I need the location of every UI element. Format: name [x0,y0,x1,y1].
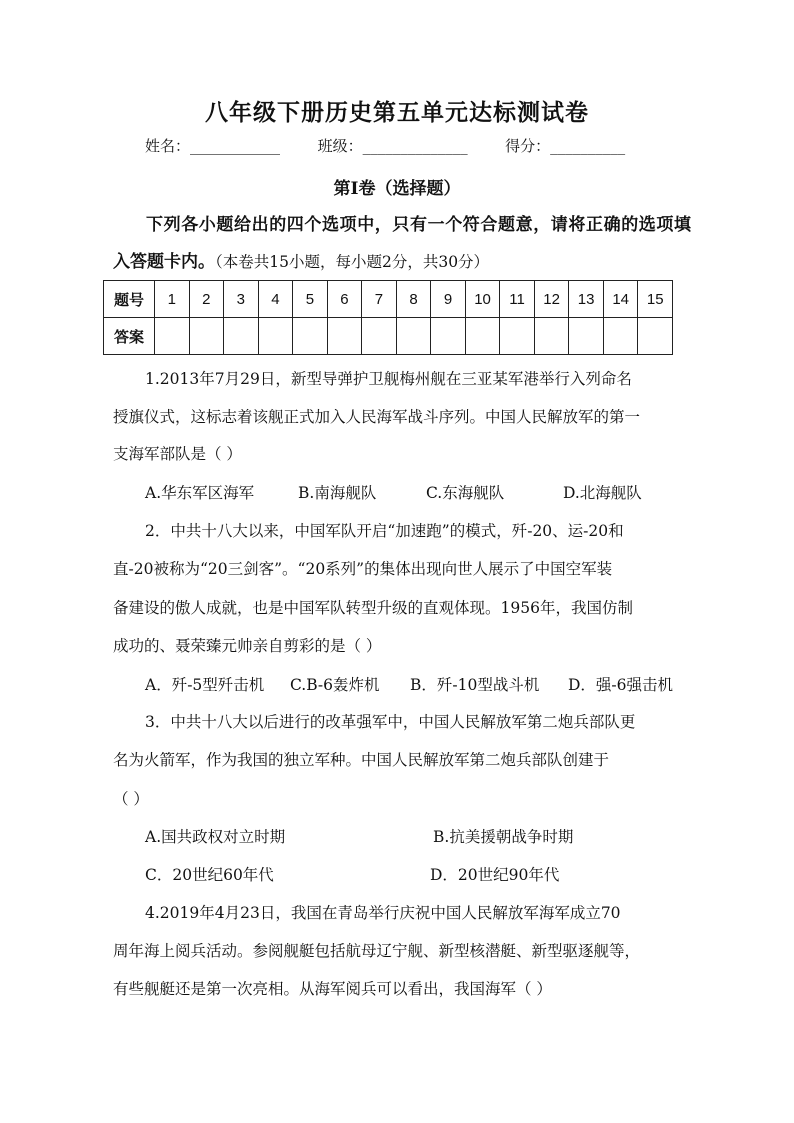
answer-row [104,318,673,355]
q3-option-b[interactable]: B.抗美援朝战争时期 [433,828,574,846]
q2-option-a[interactable]: A．歼-5型歼击机 [145,676,265,694]
q3-line-1: 3．中共十八大以后进行的改革强军中，中国人民解放军第二炮兵部队更 [145,713,636,731]
q1-line-2: 授旗仪式，这标志着该舰正式加入人民海军战斗序列。中国人民解放军的第一 [113,408,641,426]
question-number-cell: 11 [500,281,535,318]
q2-option-d[interactable]: D．强-6强击机 [568,676,674,694]
question-number-cell: 13 [569,281,604,318]
q2-option-c[interactable]: B．歼-10型战斗机 [410,676,540,694]
q2-line-4: 成功的、聂荣臻元帅亲自剪彩的是（ ） [113,637,382,655]
instruction-line-2 [113,247,693,272]
q4-line-3: 有些舰艇还是第一次亮相。从海军阅兵可以看出，我国海军（ ） [113,980,552,998]
question-number-cell: 8 [396,281,431,318]
answer-cell[interactable] [362,318,397,355]
question-number-row [104,281,673,318]
question-number-header: 题号 [104,281,155,318]
q1-line-3: 支海军部队是（ ） [113,445,242,463]
answer-cell[interactable] [224,318,259,355]
question-number-cell: 14 [603,281,638,318]
answer-cell[interactable] [465,318,500,355]
q3-line-2: 名为火箭军，作为我国的独立军种。中国人民解放军第二炮兵部队创建于 [113,751,610,769]
q4-line-2: 周年海上阅兵活动。参阅舰艇包括航母辽宁舰、新型核潜艇、新型驱逐舰等， [113,942,641,960]
answer-cell[interactable] [258,318,293,355]
answer-cell[interactable] [534,318,569,355]
answer-cell[interactable] [569,318,604,355]
instruction-line-1: 下列各小题给出的四个选项中，只有一个符合题意，请将正确的选项填 [146,215,692,235]
question-number-cell: 6 [327,281,362,318]
q1-option-c[interactable]: C.东海舰队 [426,484,505,502]
q2-option-b[interactable]: C.B-6轰炸机 [290,676,380,694]
name-field[interactable]: 姓名：____________ [145,137,281,155]
q1-line-1: 1.2013年7月29日，新型导弹护卫舰梅州舰在三亚某军港举行入列命名 [145,370,632,388]
answer-cell[interactable] [155,318,190,355]
answer-cell[interactable] [431,318,466,355]
answer-cell[interactable] [500,318,535,355]
answer-grid [103,280,673,355]
section-title: 第Ⅰ卷（选择题） [333,179,461,199]
question-number-cell: 10 [465,281,500,318]
score-field[interactable]: 得分：__________ [505,137,626,155]
answer-cell[interactable] [603,318,638,355]
question-number-cell: 12 [534,281,569,318]
answer-cell[interactable] [327,318,362,355]
question-number-cell: 7 [362,281,397,318]
instruction-bold: 入答题卡内。 [113,252,215,272]
question-number-cell: 4 [258,281,293,318]
q3-option-d[interactable]: D．20世纪90年代 [430,866,560,884]
question-number-cell: 3 [224,281,259,318]
answer-cell[interactable] [396,318,431,355]
instruction-note: （本卷共15小题，每小题2分，共30分） [215,253,490,271]
q1-option-d[interactable]: D.北海舰队 [563,484,642,502]
answer-header: 答案 [104,318,155,355]
q4-line-1: 4.2019年4月23日，我国在青岛举行庆祝中国人民解放军海军成立70 [145,904,621,922]
question-number-cell: 15 [638,281,673,318]
class-field[interactable]: 班级：______________ [317,137,468,155]
q1-option-b[interactable]: B.南海舰队 [298,484,377,502]
answer-cell[interactable] [638,318,673,355]
q1-option-a[interactable]: A.华东军区海军 [145,484,255,502]
question-number-cell: 5 [293,281,328,318]
q2-line-3: 备建设的傲人成就，也是中国军队转型升级的直观体现。1956年，我国仿制 [113,599,633,617]
q2-line-2: 直-20被称为“20三剑客”。“20系列”的集体出现向世人展示了中国空军装 [113,560,613,578]
question-number-cell: 2 [189,281,224,318]
student-info-row [145,135,625,156]
q3-option-c[interactable]: C．20世纪60年代 [145,866,274,884]
q3-option-a[interactable]: A.国共政权对立时期 [145,828,286,846]
exam-title: 八年级下册历史第五单元达标测试卷 [205,99,589,126]
answer-cell[interactable] [293,318,328,355]
q2-line-1: 2．中共十八大以来，中国军队开启“加速跑”的模式，歼-20、运-20和 [145,522,624,540]
question-number-cell: 9 [431,281,466,318]
q3-line-3: （ ） [113,790,149,808]
answer-cell[interactable] [189,318,224,355]
question-number-cell: 1 [155,281,190,318]
